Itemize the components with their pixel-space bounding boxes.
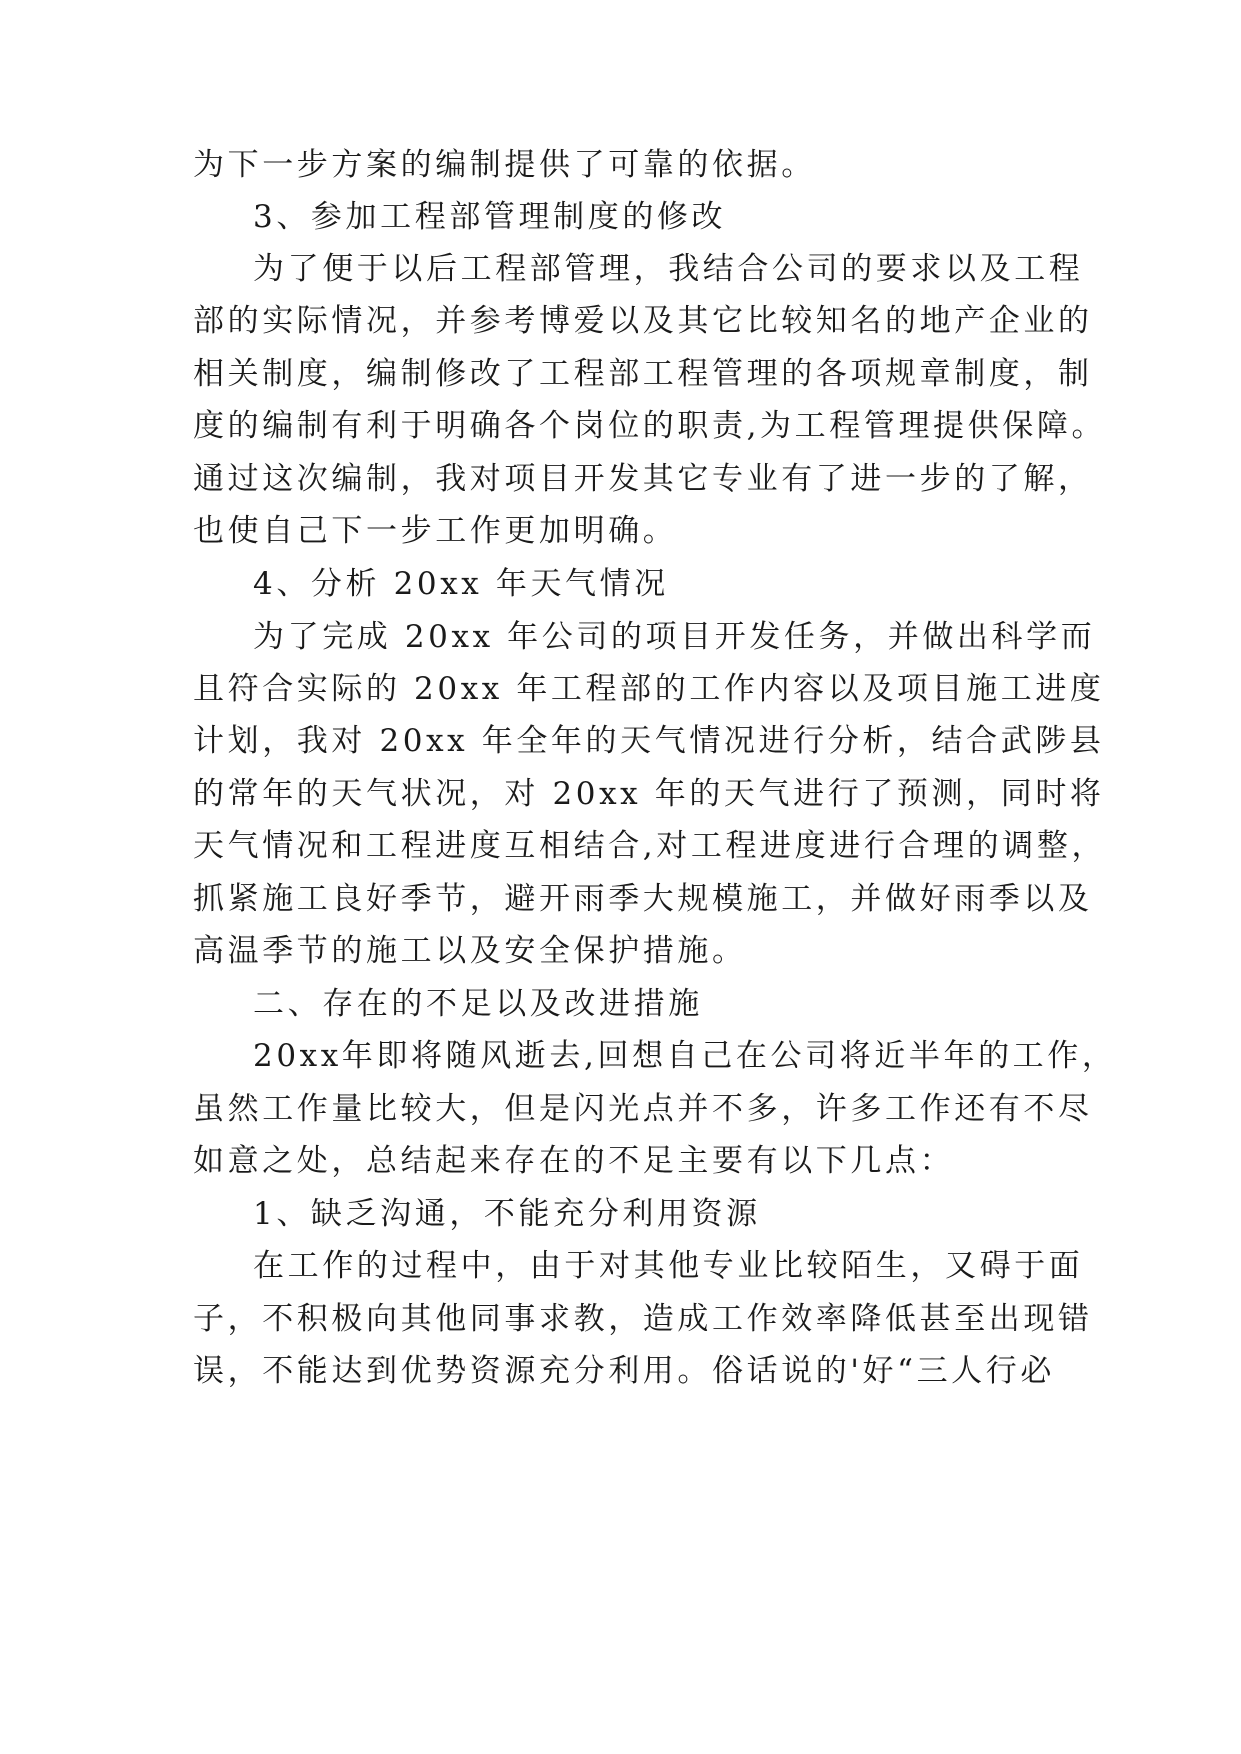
body-text-line: 计划，我对 20xx 年全年的天气情况进行分析，结合武陟县 [193, 723, 1105, 759]
body-text-line: 子，不积极向其他同事求教，造成工作效率降低甚至出现错 [193, 1301, 1093, 1337]
subsection-heading-1: 1、缺乏沟通，不能充分利用资源 [253, 1196, 761, 1232]
body-text-line: 也使自己下一步工作更加明确。 [193, 513, 678, 549]
body-text-line: 部的实际情况，并参考博爱以及其它比较知名的地产企业的 [193, 303, 1093, 339]
body-text-line: 抓紧施工良好季节，避开雨季大规模施工，并做好雨季以及 [193, 881, 1093, 917]
body-text-line: 度的编制有利于明确各个岗位的职责,为工程管理提供保障。 [193, 408, 1107, 444]
body-text-line: 高温季节的施工以及安全保护措施。 [193, 933, 747, 969]
section-heading-2: 二、存在的不足以及改进措施 [253, 986, 703, 1022]
paragraph-first-line: 在工作的过程中，由于对其他专业比较陌生，又碍于面 [253, 1248, 1084, 1284]
body-text-line: 且符合实际的 20xx 年工程部的工作内容以及项目施工进度 [193, 671, 1105, 707]
body-text-line: 天气情况和工程进度互相结合,对工程进度进行合理的调整， [193, 828, 1107, 864]
paragraph-first-line: 20xx年即将随风逝去,回想自己在公司将近半年的工作， [253, 1038, 1117, 1074]
body-text-line: 相关制度，编制修改了工程部工程管理的各项规章制度，制 [193, 356, 1093, 392]
body-text-line: 虽然工作量比较大，但是闪光点并不多，许多工作还有不尽 [193, 1091, 1093, 1127]
body-text-line: 为下一步方案的编制提供了可靠的依据。 [193, 147, 816, 183]
body-text-line: 误，不能达到优势资源充分利用。俗话说的'好“三人行必 [193, 1353, 1055, 1389]
body-text-line: 通过这次编制，我对项目开发其它专业有了进一步的了解， [193, 461, 1093, 497]
body-text-line: 如意之处，总结起来存在的不足主要有以下几点： [193, 1143, 955, 1179]
section-heading-3: 3、参加工程部管理制度的修改 [253, 199, 727, 235]
body-text-line: 的常年的天气状况，对 20xx 年的天气进行了预测，同时将 [193, 776, 1105, 812]
section-heading-4: 4、分析 20xx 年天气情况 [253, 566, 669, 602]
paragraph-first-line: 为了完成 20xx 年公司的项目开发任务，并做出科学而 [253, 619, 1096, 655]
paragraph-first-line: 为了便于以后工程部管理，我结合公司的要求以及工程 [253, 251, 1084, 287]
